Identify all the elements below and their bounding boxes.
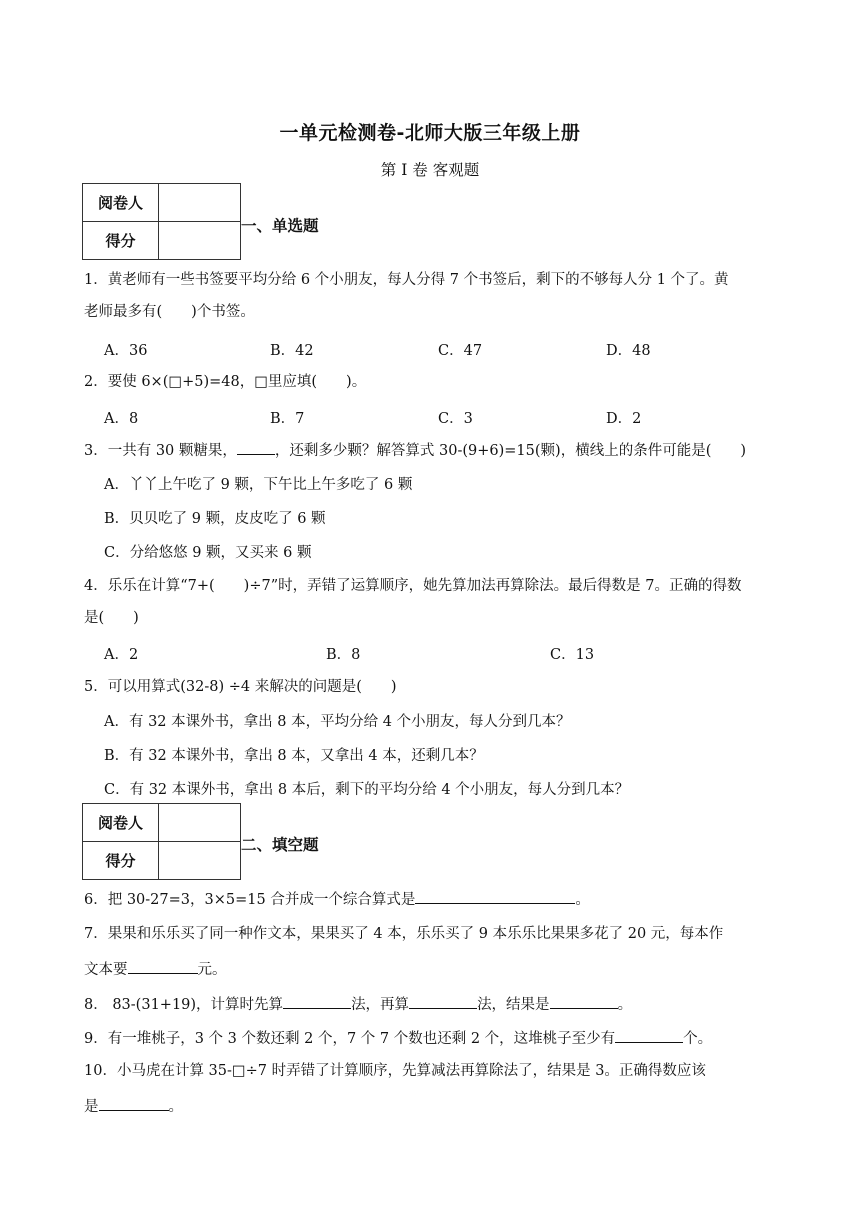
score-cell[interactable] (159, 842, 241, 880)
question-10-line-2 (84, 1095, 183, 1117)
q3-option-a[interactable]: A．丫丫上午吃了 9 颗，下午比上午多吃了 6 颗 (104, 477, 413, 493)
score-label: 得分 (83, 842, 159, 880)
q6-text-end: 。 (575, 892, 590, 908)
question-7-line-2 (84, 958, 227, 980)
q5-option-b[interactable]: B．有 32 本课外书，拿出 8 本，又拿出 4 本，还剩几本？ (104, 748, 484, 764)
q4-option-c[interactable]: C．13 (550, 647, 595, 663)
q4-option-b[interactable]: B．8 (326, 647, 361, 663)
grader-label: 阅卷人 (83, 804, 159, 842)
section-heading-single-choice: 一、单选题 (241, 217, 319, 235)
q10-answer-blank[interactable] (99, 1095, 169, 1111)
question-2-line-1: 2．要使 6×(□+5)=48，□里应填( )。 (84, 374, 367, 390)
q8-text-2: 法，再算 (351, 997, 410, 1013)
grader-score-table-1 (82, 183, 241, 260)
q3-text-end: ，还剩多少颗？解答算式 30-(9+6)=15(颗)，横线上的条件可能是( ) (274, 443, 747, 459)
question-8 (84, 993, 632, 1015)
q10-text-end: 。 (168, 1099, 183, 1115)
q9-answer-blank[interactable] (615, 1027, 683, 1043)
q1-option-b[interactable]: B．42 (270, 343, 314, 359)
q6-answer-blank[interactable] (415, 888, 575, 904)
score-label: 得分 (83, 222, 159, 260)
section-heading-fill-blank: 二、填空题 (241, 836, 319, 854)
q2-option-d[interactable]: D．2 (606, 411, 642, 427)
grader-cell[interactable] (159, 184, 241, 222)
q1-option-c[interactable]: C．47 (438, 343, 483, 359)
question-1-line-1: 1．黄老师有一些书签要平均分给 6 个小朋友，每人分得 7 个书签后，剩下的不够每人分 1 个了。黄 (84, 272, 729, 288)
q2-option-b[interactable]: B．7 (270, 411, 305, 427)
question-7-line-1: 7．果果和乐乐买了同一种作文本，果果买了 4 本，乐乐买了 9 本乐乐比果果多花了 20 元，每本作 (84, 926, 724, 942)
q1-option-d[interactable]: D．48 (606, 343, 651, 359)
q6-text: 6．把 30-27=3，3×5=15 合并成一个综合算式是 (84, 892, 416, 908)
q8-text-3: 法，结果是 (477, 997, 550, 1013)
volume-subtitle: 第 I 卷 客观题 (380, 161, 480, 179)
q10-text: 是 (84, 1099, 99, 1115)
question-10-line-1: 10．小马虎在计算 35-□÷7 时弄错了计算顺序，先算减法再算除法了，结果是 3。正确得数应该 (84, 1063, 706, 1079)
q2-option-a[interactable]: A．8 (104, 411, 139, 427)
q3-option-b[interactable]: B．贝贝吃了 9 颗，皮皮吃了 6 颗 (104, 511, 326, 527)
q5-option-a[interactable]: A．有 32 本课外书，拿出 8 本，平均分给 4 个小朋友，每人分到几本？ (104, 714, 571, 730)
q7-answer-blank[interactable] (128, 958, 198, 974)
q3-option-c[interactable]: C．分给悠悠 9 颗，又买来 6 颗 (104, 545, 312, 561)
q8-blank-1[interactable] (283, 993, 351, 1009)
question-4-line-1: 4．乐乐在计算“7+( )÷7”时，弄错了运算顺序，她先算加法再算除法。最后得数是 7。正确的得数 (84, 578, 742, 594)
q9-text-end: 个。 (683, 1031, 713, 1047)
grader-cell[interactable] (159, 804, 241, 842)
q3-text-start: 3．一共有 30 颗糖果， (84, 443, 237, 459)
page-title: 一单元检测卷-北师大版三年级上册 (279, 122, 581, 144)
q3-answer-blank[interactable] (237, 439, 275, 455)
grader-label: 阅卷人 (83, 184, 159, 222)
question-3-line-1 (84, 439, 746, 461)
q7-text-end: 元。 (197, 962, 227, 978)
question-1-line-2: 老师最多有( )个书签。 (84, 304, 255, 320)
question-6 (84, 888, 590, 910)
q9-text: 9．有一堆桃子，3 个 3 个数还剩 2 个，7 个 7 个数也还剩 2 个，这堆桃子至少有 (84, 1031, 616, 1047)
q2-option-c[interactable]: C．3 (438, 411, 473, 427)
question-9 (84, 1027, 712, 1049)
q5-option-c[interactable]: C．有 32 本课外书，拿出 8 本后，剩下的平均分给 4 个小朋友，每人分到几本？ (104, 782, 630, 798)
q4-option-a[interactable]: A．2 (104, 647, 139, 663)
question-4-line-2: 是( ) (84, 610, 139, 626)
q7-text: 文本要 (84, 962, 128, 978)
q1-option-a[interactable]: A．36 (104, 343, 148, 359)
q8-blank-2[interactable] (409, 993, 477, 1009)
question-5-line-1: 5．可以用算式(32-8) ÷4 来解决的问题是( ) (84, 679, 397, 695)
score-cell[interactable] (159, 222, 241, 260)
q8-text-end: 。 (617, 997, 633, 1013)
q8-blank-3[interactable] (550, 993, 618, 1009)
q8-text-1: 8． 83-(31+19)，计算时先算 (84, 997, 284, 1013)
grader-score-table-2 (82, 803, 241, 880)
